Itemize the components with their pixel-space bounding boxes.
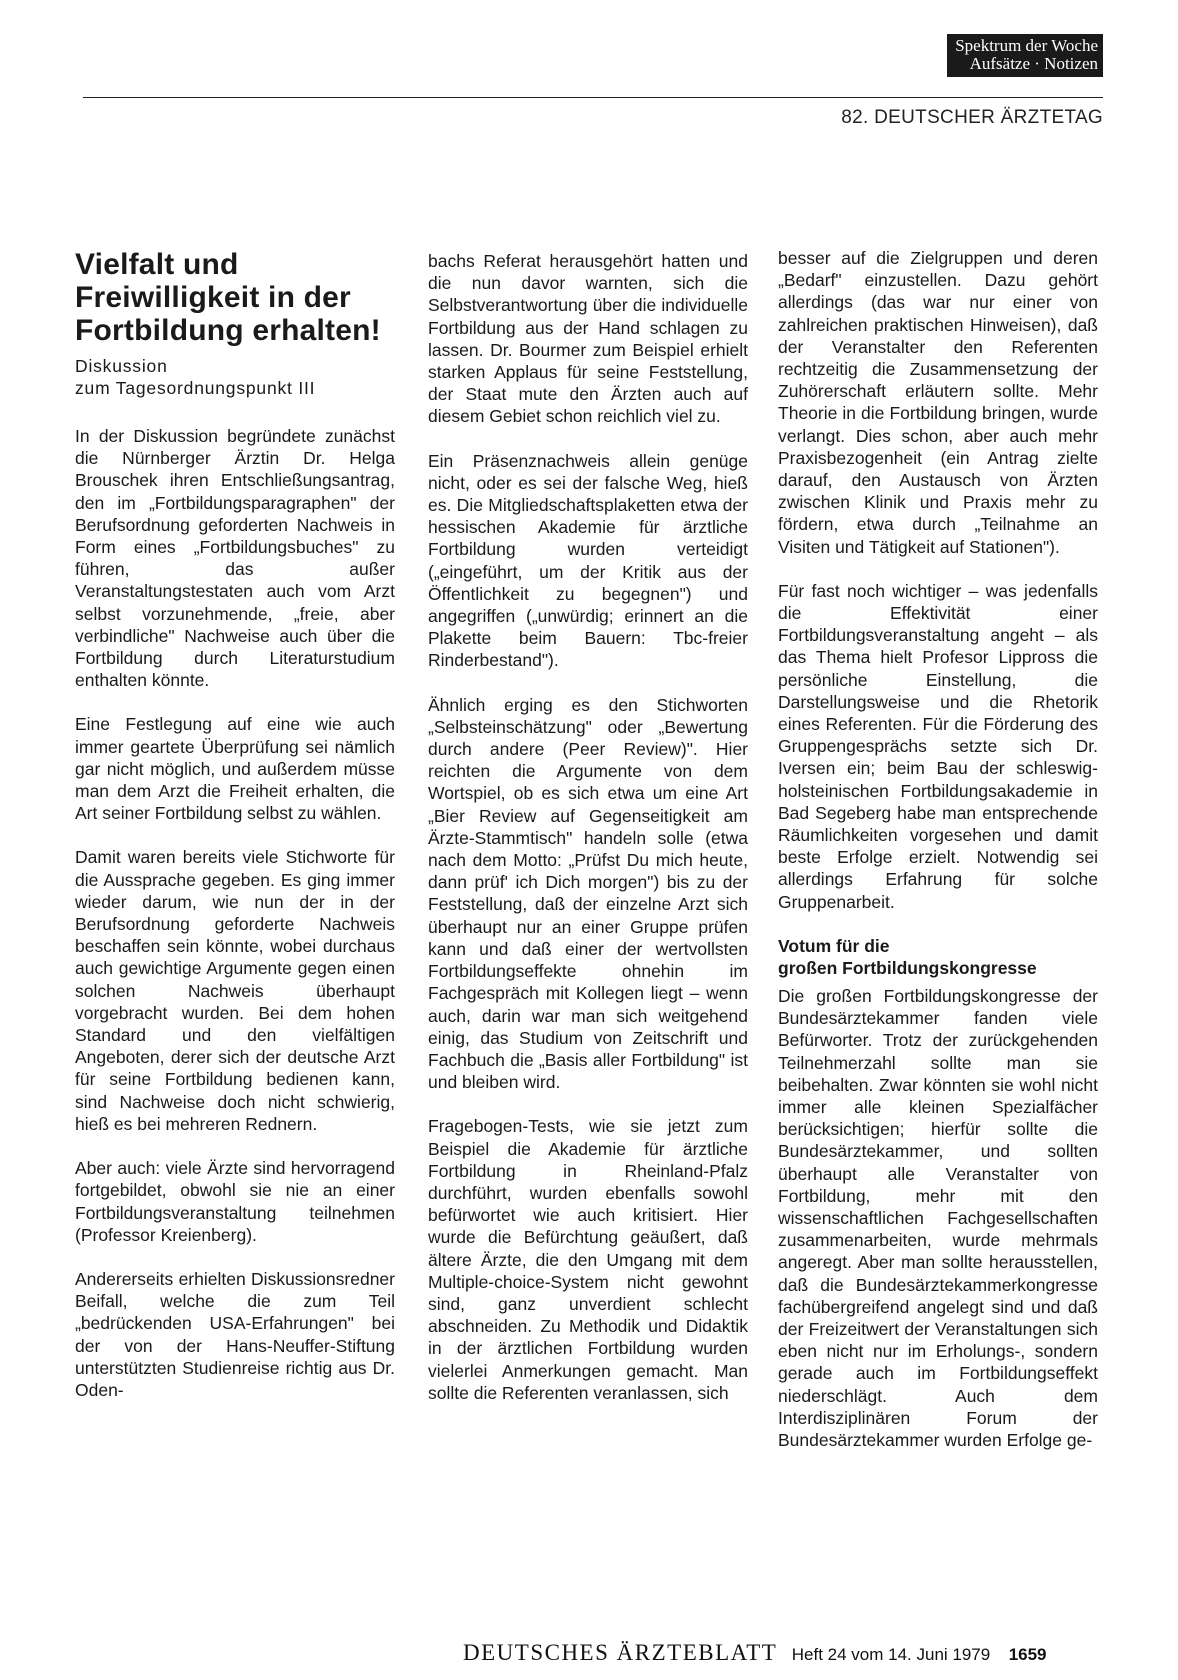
subtitle-line-1: Diskussion xyxy=(75,356,168,376)
column-1 xyxy=(75,248,395,1423)
paragraph: Fragebogen-Tests, wie sie jetzt zum Beispiel die Akademie für ärztliche Fortbildung in Rheinland-Pfalz durchführt, wurden ebenfalls sowohl befürwortet wie auch kritisiert. Hier wurde die Befürchtung geäußert, daß ältere Ärzte, die den Umgang mit dem Multiple-choice-System nicht gewohnt sind, ganz unverdient schlecht abschneiden. Zu Methodik und Didaktik in der ärztlichen Fortbildung wurden vielerlei Anmerkungen gemacht. Man sollte die Referenten veranlassen, sich xyxy=(428,1116,748,1403)
subtitle-line-2: zum Tagesordnungspunkt III xyxy=(75,378,316,398)
header-rule xyxy=(83,97,1103,98)
paragraph: In der Diskussion begründete zunächst die Nürnberger Ärztin Dr. Helga Brouschek ihren Entschließungsantrag, den im „Fortbildungsparagraphen" der Berufsordnung geforderten Nachweis in Form eines „Fortbildungsbuches" zu führen, das außer Veranstaltungstestaten auch vom Arzt selbst vorzunehmende, „freie, aber verbindliche" Nachweise auch über die Fortbildung durch Literaturstudium enthalten könnte. xyxy=(75,426,395,691)
rubric-line-1: Spektrum der Woche xyxy=(955,36,1098,55)
article-title: Vielfalt und Freiwilligkeit in der Fortbildung erhalten! xyxy=(75,248,381,347)
paragraph: Andererseits erhielten Diskussionsredner Beifall, welche die zum Teil „bedrückenden USA-Erfahrungen" bei der von der Hans-Neuffer-Stiftung unterstützten Studienreise richtig aus Dr. Oden- xyxy=(75,1268,395,1400)
section-title: 82. DEUTSCHER ÄRZTETAG xyxy=(841,107,1103,128)
paragraph: Die großen Fortbildungskongresse der Bundesärztekammer fanden viele Befürworter. Trotz der zurückgehenden Teilnehmerzahl sollte man sie beibehalten. Zwar könnten sie wohl nicht immer alle kleinen Spezialfächer berücksichtigen; hierfür sollte die Bundesärztekammer, und sollten überhaupt alle Veranstalter von Fortbildung, mehr mit den wissenschaftlichen Fachgesellschaften zusammenarbeiten, wurde mehrmals angeregt. Aber man sollte herausstellen, daß die Bundesärztekammerkongresse fachübergreifend angelegt sind und daß der Freizeitwert der Veranstaltungen sich eben nicht nur im Erholungs-, sondern gerade auch im Fortbildungseffekt niederschlägt. Auch dem Interdisziplinären Forum der Bundesärztekammer wurden Erfolge ge- xyxy=(778,985,1098,1450)
page-footer xyxy=(463,1640,1047,1666)
column-2 xyxy=(428,250,748,1426)
section-rubric xyxy=(947,34,1103,77)
column-3 xyxy=(778,247,1098,1473)
paragraph: Eine Festlegung auf eine wie auch immer geartete Überprüfung sei nämlich gar nicht möglich, und außerdem müsse man dem Arzt die Freiheit erhalten, die Art seiner Fortbildung selbst zu wählen. xyxy=(75,714,395,824)
page-number: 1659 xyxy=(1008,1645,1047,1664)
issue-info: Heft 24 vom 14. Juni 1979 xyxy=(791,1645,991,1664)
subheading-line-2: großen Fortbildungskongresse xyxy=(778,957,1037,978)
article-subtitle xyxy=(75,355,395,399)
rubric-line-2: Aufsätze · Notizen xyxy=(969,54,1098,73)
subheading-line-1: Votum für die xyxy=(778,935,890,956)
paragraph: bachs Referat herausgehört hatten und die nun davor warnten, sich die Selbstverantwortung über die individuelle Fortbildung aus der Hand schlagen zu lassen. Dr. Bourmer zum Beispiel erhielt starken Applaus für seine Feststellung, der Staat mute den Ärzten auch auf diesem Gebiet schon reichlich viel zu. xyxy=(428,251,748,427)
subheading xyxy=(778,935,1098,979)
paragraph: Ein Präsenznachweis allein genüge nicht, oder es sei der falsche Weg, hieß es. Die Mitgliedschaftsplaketten etwa der hessischen Akademie für ärztliche Fortbildung wurden verteidigt („eingeführt, um der Kritik aus der Öffentlichkeit zu begegnen") und angegriffen („unwürdig; erinnert an die Plakette beim Bauern: Tbc-freier Rinderbestand"). xyxy=(428,450,748,671)
journal-name: DEUTSCHES ÄRZTEBLATT xyxy=(463,1640,778,1665)
paragraph: Aber auch: viele Ärzte sind hervorragend fortgebildet, obwohl sie nie an einer Fortbildungsveranstaltung teilnehmen (Professor Kreienberg). xyxy=(75,1158,395,1245)
paragraph: besser auf die Zielgruppen und deren „Bedarf" einzustellen. Dazu gehört allerdings (das war nur einer von zahlreichen praktischen Hinweisen), daß der Veranstalter den Referenten rechtzeitig die Zusammensetzung der Zuhörerschaft erläutern sollte. Mehr Theorie in die Fortbildung bringen, wurde verlangt. Dies schon, aber auch mehr Praxisbezogenheit (ein Antrag zielte darauf, den Austausch von Ärzten zwischen Klinik und Praxis mehr zu fördern, etwa durch „Teilnahme an Visiten und Tätigkeit auf Stationen"). xyxy=(778,248,1098,557)
paragraph: Damit waren bereits viele Stichworte für die Aussprache gegeben. Es ging immer wieder darum, wie nun der in der Berufsordnung geforderte Nachweis beschaffen sein könnte, wobei durchaus auch gewichtige Argumente gegen einen solchen Nachweis überhaupt vorgebracht wurden. Bei dem hohen Standard und den vielfältigen Angeboten, derer sich der deutsche Arzt für seine Fortbildung bedienen kann, sind Nachweise doch nicht schwierig, hieß es bei mehreren Rednern. xyxy=(75,847,395,1134)
paragraph: Ähnlich erging es den Stichworten „Selbsteinschätzung" oder „Bewertung durch andere (Peer Review)". Hier reichten die Argumente von dem Wortspiel, ob es sich etwa um eine Art „Bier Review auf Gegenseitigkeit am Ärzte-Stammtisch" handeln solle (etwa nach dem Motto: „Prüfst Du mich heute, dann prüf' ich Dich morgen") bis zu der Feststellung, daß der einzelne Arzt sich überhaupt nur an einer Gruppe prüfen kann und daß einer der wertvollsten Fortbildungseffekte ohnehin im Fachgespräch mit Kollegen liegt – wenn auch, darin war man sich weitgehend einig, das Studium von Zeitschrift und Fachbuch die „Basis aller Fortbildung" ist und bleiben wird. xyxy=(428,694,748,1093)
paragraph: Für fast noch wichtiger – was jedenfalls die Effektivität einer Fortbildungsveranstaltung angeht – als das Thema hielt Profesor Lippross die persönliche Einstellung, die Darstellungsweise und die Rhetorik eines Referenten. Für die Förderung des Gruppengesprächs setzte sich Dr. Iversen ein; beim Bau der schleswig-holsteinischen Fortbildungsakademie in Bad Segeberg habe man entsprechende Räumlichkeiten vorgesehen und damit beste Erfolge erzielt. Notwendig sei allerdings Erfahrung für solche Gruppenarbeit. xyxy=(778,580,1098,912)
